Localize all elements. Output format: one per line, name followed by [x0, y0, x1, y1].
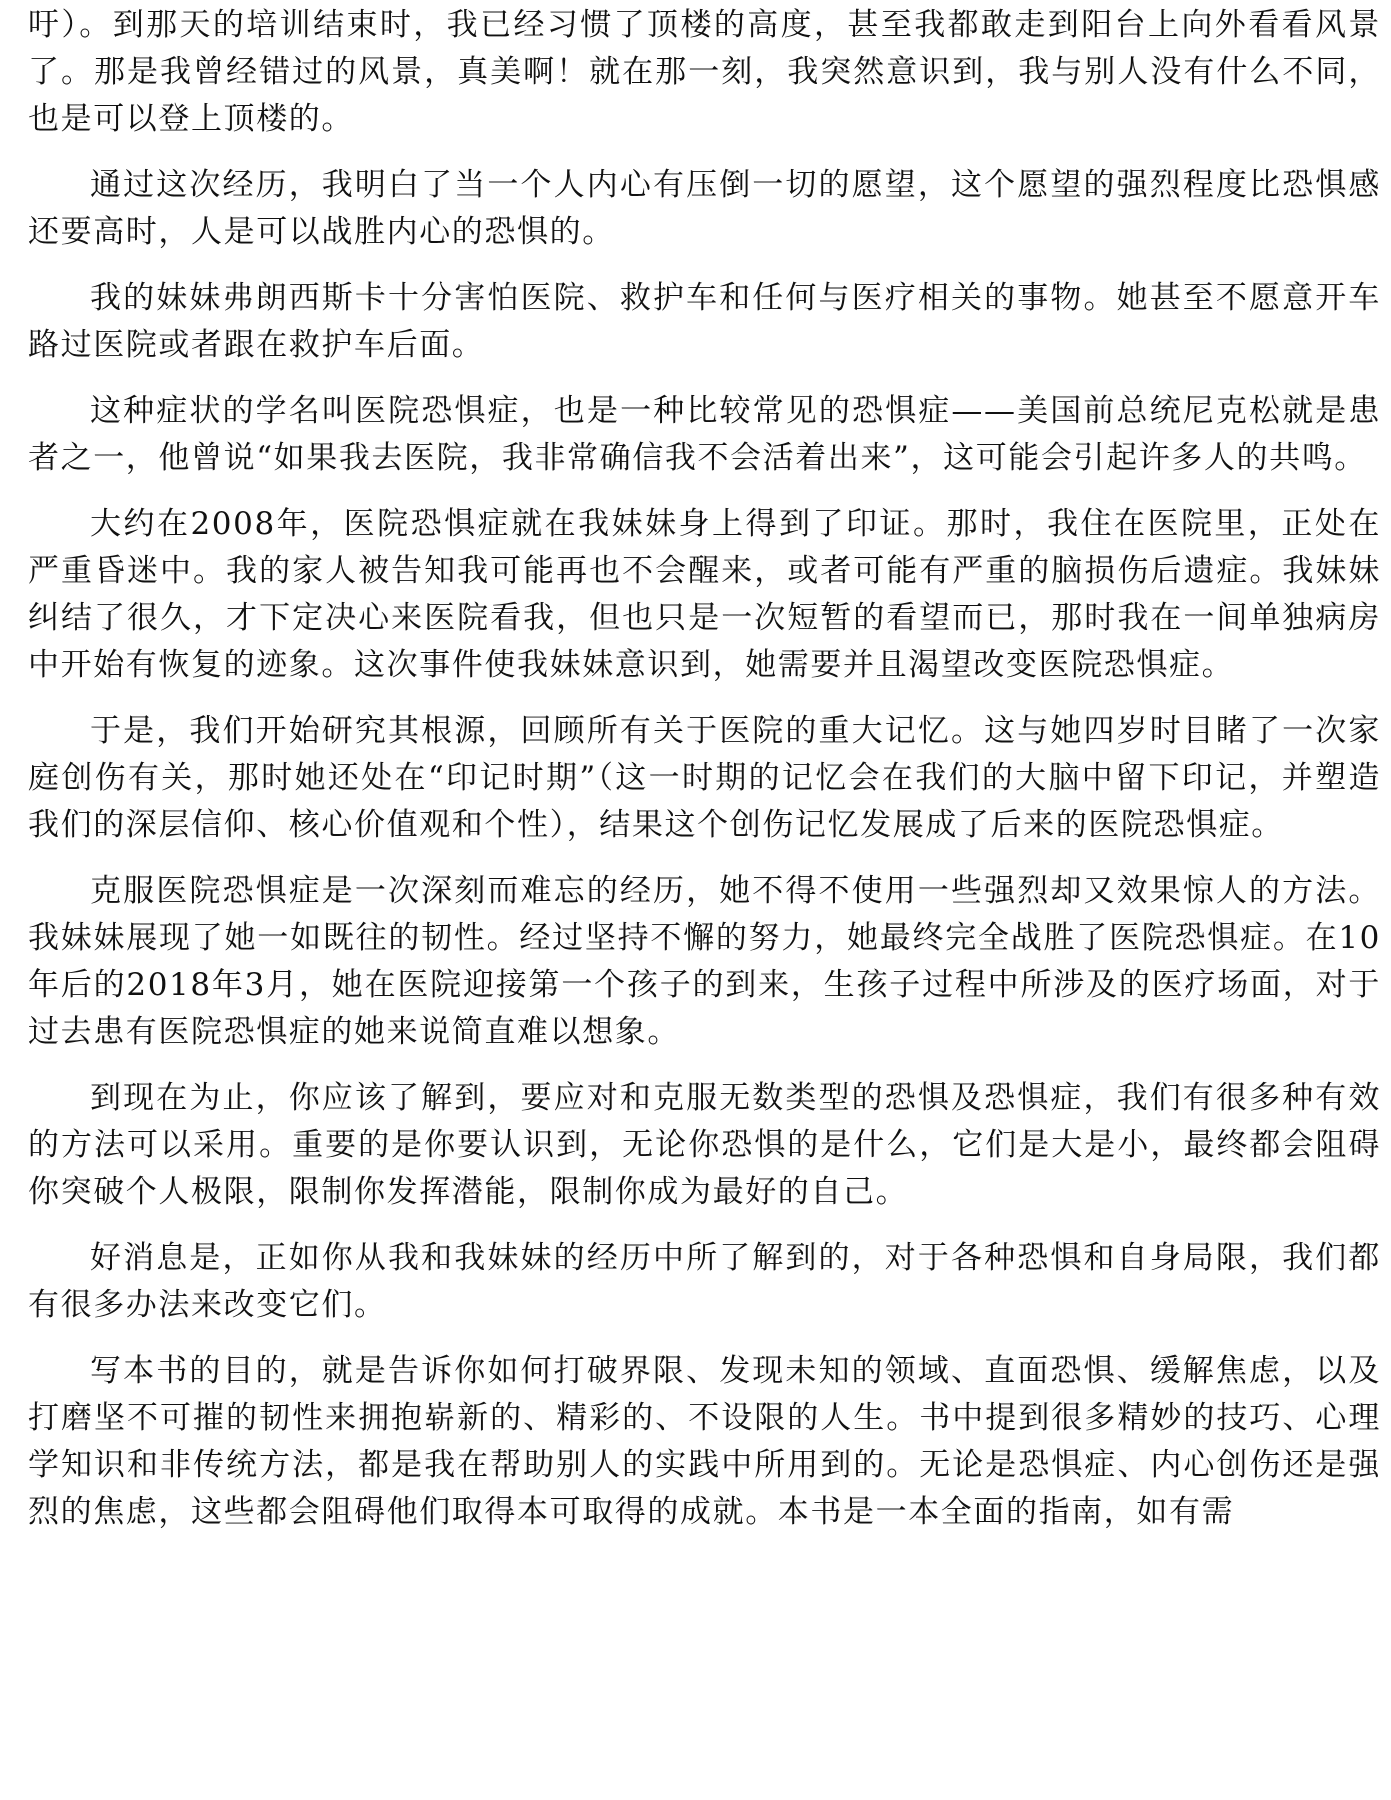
paragraph: 我的妹妹弗朗西斯卡十分害怕医院、救护车和任何与医疗相关的事物。她甚至不愿意开车路过医院或者跟在救护车后面。: [28, 280, 1381, 363]
paragraph: 好消息是，正如你从我和我妹妹的经历中所了解到的，对于各种恐惧和自身局限，我们都有很多办法来改变它们。: [28, 1240, 1381, 1323]
paragraph: 到现在为止，你应该了解到，要应对和克服无数类型的恐惧及恐惧症，我们有很多种有效的方法可以采用。重要的是你要认识到，无论你恐惧的是什么，它们是大是小，最终都会阻碍你突破个人极限，限制你发挥潜能，限制你成为最好的自己。: [28, 1080, 1381, 1210]
paragraph-continued: 吁）。到那天的培训结束时，我已经习惯了顶楼的高度，甚至我都敢走到阳台上向外看看风景了。那是我曾经错过的风景，真美啊！就在那一刻，我突然意识到，我与别人没有什么不同，也是可以登上顶楼的。: [28, 7, 1381, 137]
paragraph: 写本书的目的，就是告诉你如何打破界限、发现未知的领域、直面恐惧、缓解焦虑，以及打磨坚不可摧的韧性来拥抱崭新的、精彩的、不设限的人生。书中提到很多精妙的技巧、心理学知识和非传统方法，都是我在帮助别人的实践中所用到的。无论是恐惧症、内心创伤还是强烈的焦虑，这些都会阻碍他们取得本可取得的成就。本书是一本全面的指南，如有需: [28, 1353, 1381, 1530]
paragraph: 通过这次经历，我明白了当一个人内心有压倒一切的愿望，这个愿望的强烈程度比恐惧感还要高时，人是可以战胜内心的恐惧的。: [28, 167, 1381, 250]
paragraph: 克服医院恐惧症是一次深刻而难忘的经历，她不得不使用一些强烈却又效果惊人的方法。我妹妹展现了她一如既往的韧性。经过坚持不懈的努力，她最终完全战胜了医院恐惧症。在10年后的2018年3月，她在医院迎接第一个孩子的到来，生孩子过程中所涉及的医疗场面，对于过去患有医院恐惧症的她来说简直难以想象。: [28, 873, 1381, 1050]
paragraph: 这种症状的学名叫医院恐惧症，也是一种比较常见的恐惧症——美国前总统尼克松就是患者之一，他曾说“如果我去医院，我非常确信我不会活着出来”，这可能会引起许多人的共鸣。: [28, 393, 1381, 476]
paragraph: 大约在2008年，医院恐惧症就在我妹妹身上得到了印证。那时，我住在医院里，正处在严重昏迷中。我的家人被告知我可能再也不会醒来，或者可能有严重的脑损伤后遗症。我妹妹纠结了很久，才下定决心来医院看我，但也只是一次短暂的看望而已，那时我在一间单独病房中开始有恢复的迹象。这次事件使我妹妹意识到，她需要并且渴望改变医院恐惧症。: [28, 506, 1381, 683]
paragraph: 于是，我们开始研究其根源，回顾所有关于医院的重大记忆。这与她四岁时目睹了一次家庭创伤有关，那时她还处在“印记时期”（这一时期的记忆会在我们的大脑中留下印记，并塑造我们的深层信仰、核心价值观和个性），结果这个创伤记忆发展成了后来的医院恐惧症。: [28, 713, 1381, 843]
